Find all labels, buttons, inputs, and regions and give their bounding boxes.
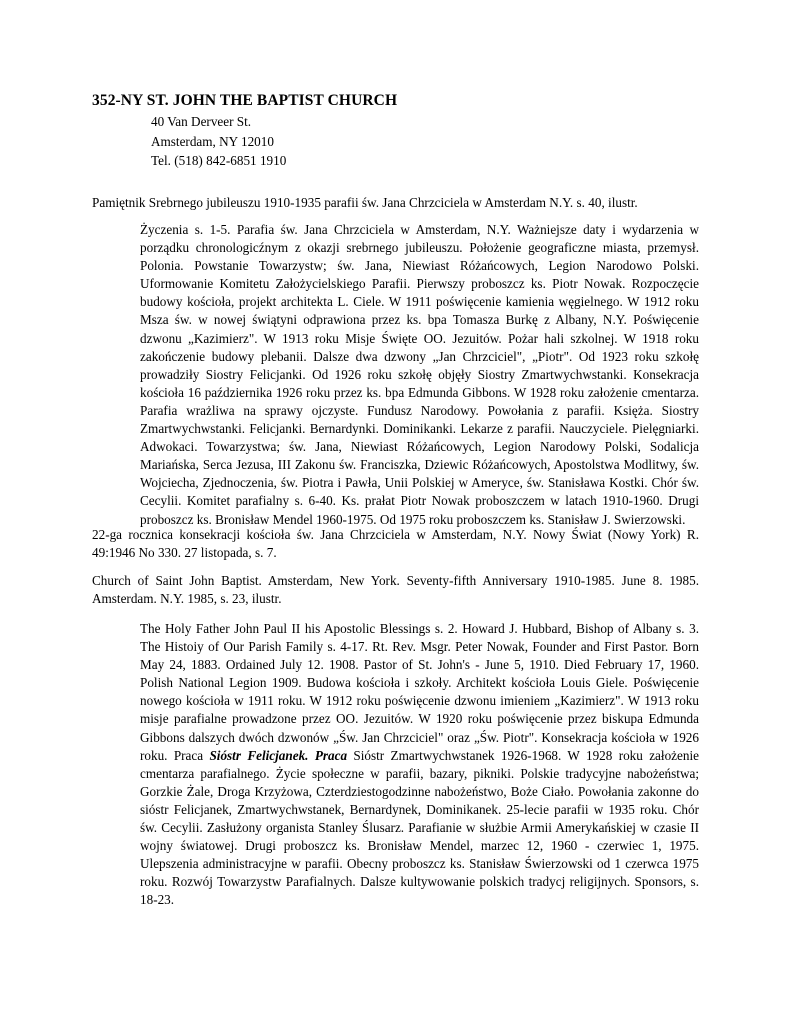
summary-emphasis: Sióstr Felicjanek. Praca bbox=[209, 747, 348, 763]
church-address bbox=[151, 112, 286, 171]
entry-summary-anniversary bbox=[140, 620, 699, 910]
summary-text-part2: Sióstr Zmartwychwstanek 1926-1968. W 1928 roku założenie cmentarza parafialnego. Życie społeczne w parafii, bazary, pikniki. Polskie tradycyjne nabożeństwa; Gorzkie Żale, Droga Krzyżowa, Czterdziestogodzinne nabożeństwo, Boże Ciało. Powołania zakonne do sióstr Felicjanek, Zmartwychwstanek, Bernardynek, Dominikanek. 25-lecie parafii w 1935 roku. Chór św. Cecylii. Zasłużony organista Stanley Ślusarz. Parafianie w służbie Armii Amerykańskiej w czasie II wojny światowej. Drugi proboszcz ks. Bronisław Mendel, marzec 12, 1960 - czerwiec 1, 1975. Ulepszenia administracyjne w parafii. Obecny proboszcz ks. Stanisław Świerzowski od 1 czerwca 1975 roku. Rozwój Towarzystw Parafialnych. Dalsze kultywowanie polskich tradycj religijnych. Sponsors, s. 18-23. bbox=[140, 747, 699, 908]
address-phone: Tel. (518) 842-6851 1910 bbox=[151, 153, 287, 168]
address-street: 40 Van Derveer St. bbox=[151, 114, 252, 129]
bibliography-entry-consecration: 22-ga rocznica konsekracji kościoła św. Jana Chrzciciela w Amsterdam, N.Y. Nowy Świat (Nowy York) R. 49:1946 No 330. 27 listopada, s. 7. bbox=[92, 527, 699, 561]
bibliography-entry-anniversary: Church of Saint John Baptist. Amsterdam, New York. Seventy-fifth Anniversary 1910-1985. June 8. 1985. Amsterdam. N.Y. 1985, s. 23, ilustr. bbox=[92, 573, 699, 607]
entry-summary-jubilee: Życzenia s. 1-5. Parafia św. Jana Chrzciciela w Amsterdam, N.Y. Ważniejsze daty i wydarzenia w porządku chronologicźnym z okazji srebrnego jubileuszu. Położenie geograficzne miasta, przemysł. Polonia. Powstanie Towarzystw; św. Jana, Niewiast Różańcowych, Legion Narodowo Polski. Uformowanie Komitetu Założycielskiego Parafii. Pierwszy proboszcz ks. Piotr Nowak. Rozpoczęcie budowy kościoła, projekt architekta L. Ciele. W 1911 poświęcenie kamienia węgielnego. W 1912 roku Msza św. w nowej świątyni odprawiona przez ks. bpa Tomasza Burkę z Albany, N.Y. Poświęcenie dzwonu „Kazimierz". W 1913 roku Misje Święte OO. Jezuitów. Pożar hali szkolnej. W 1918 roku zakończenie budowy plebanii. Dalsze dwa dzwony „Jan Chrzciciel", „Piotr". Od 1923 roku szkołę prowadziły Siostry Felicjanki. Od 1926 roku szkołę objęły Siostry Zmartwychwstanki. Konsekracja kościoła 16 października 1926 roku przez ks. bpa Edmunda Gibbons. W 1928 roku założenie cmentarza. Parafia wrażliwa na sprawy ojczyste. Fundusz Narodowy. Powołania z parafii. Księża. Siostry Zmartwychwstanki. Felicjanki. Bernardynki. Dominikanki. Lekarze z parafii. Nauczyciele. Pielęgniarki. Adwokaci. Towarzystwa; św. Jana, Niewiast Różańcowych, Legion Narodowy Polski, Sodalicja Mariańska, Serca Jezusa, III Zakonu św. Franciszka, Dziewic Różańcowych, Apostolstwa Modlitwy, św. Wojciecha, Zjednoczenia, św. Piotra i Pawła, Unii Polskiej w Ameryce, św. Stanisława Kostki. Chór św. Cecylii. Komitet parafialny s. 6-40. Ks. prałat Piotr Nowak proboszczem w latach 1910-1960. Drugi proboszcz ks. Bronisław Mendel 1960-1975. Od 1975 roku proboszczem ks. Stanisław J. Swierzowski. bbox=[140, 222, 699, 527]
address-city: Amsterdam, NY 12010 bbox=[151, 133, 274, 149]
summary-text-part1: The Holy Father John Paul II his Apostolic Blessings s. 2. Howard J. Hubbard, Bishop of Albany s. 3. The Histoiy of Our Parish Family s. 4-17. Rt. Rev. Msgr. Peter Nowak, Founder and First Pastor. Born May 24, 1883. Ordained July 12. 1908. Pastor of St. John's - June 5, 1910. Died February 17, 1960. Polish National Legion 1909. Budowa kościoła i szkoły. Architekt kościoła Louis Giele. Poświęcenie nowego kościoła w 1911 roku. W 1912 roku poświęcenie dzwonu imieniem „Kazimierz". W 1913 roku misje parafialne prowadzone przez OO. Jezuitów. W 1920 roku poświęcenie przez biskupa Edmunda Gibbons dalszych dwóch dzwonów „Św. Jan Chrzciciel" oraz „Św. Piotr". Konsekracja kościoła w 1926 roku. Praca bbox=[140, 621, 699, 763]
church-heading: 352-NY ST. JOHN THE BAPTIST CHURCH bbox=[92, 92, 398, 109]
bibliography-entry-jubilee: Pamiętnik Srebrnego jubileuszu 1910-1935 parafii św. Jana Chrzciciela w Amsterdam N.Y. s. 40, ilustr. bbox=[92, 195, 638, 210]
